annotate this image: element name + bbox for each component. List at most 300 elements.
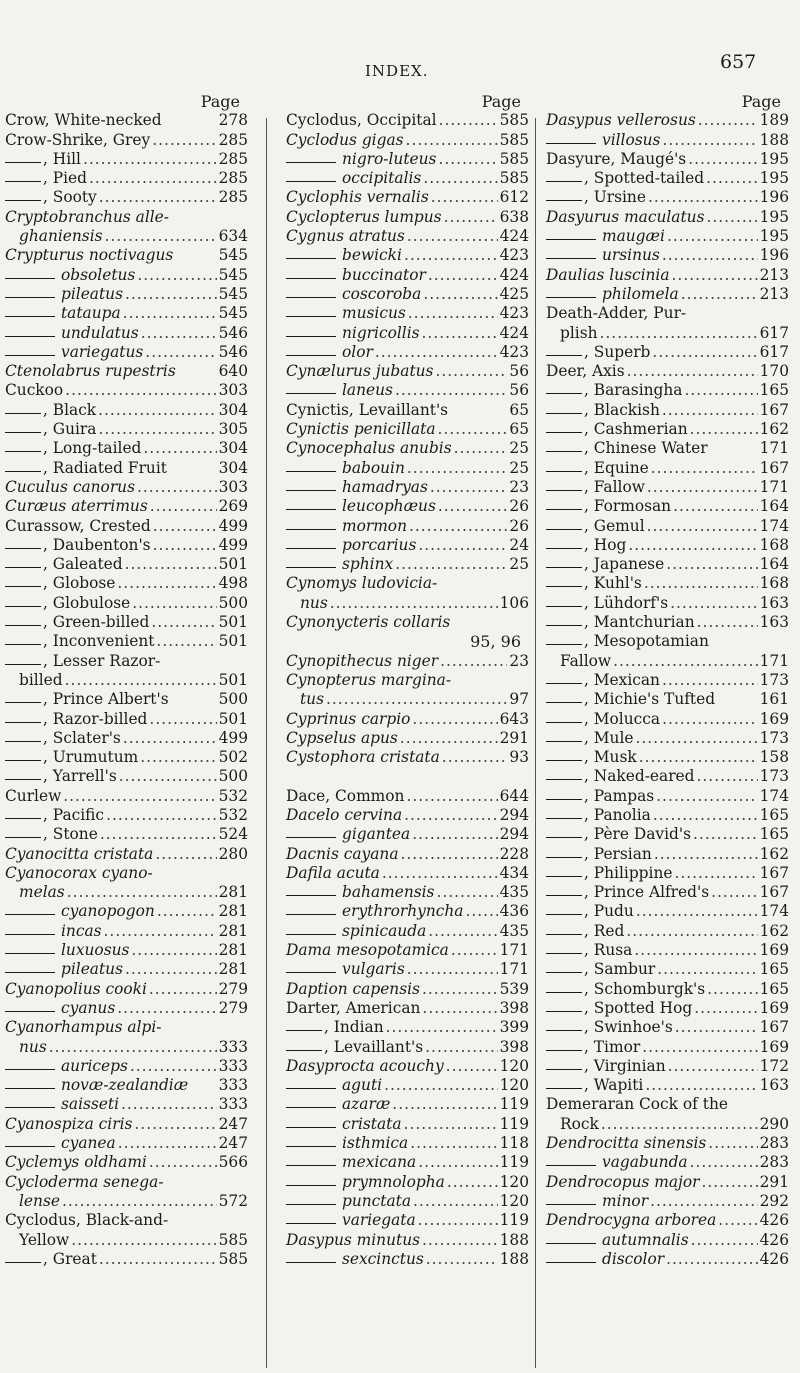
dot-leader	[428, 922, 497, 941]
dot-leader	[628, 536, 757, 555]
index-entry	[5, 401, 248, 420]
ditto-dash	[5, 625, 41, 626]
dot-leader	[407, 459, 508, 478]
heading-label: Page	[200, 92, 240, 111]
index-entry	[5, 150, 248, 169]
index-entry	[286, 478, 529, 497]
ditto-dash	[546, 837, 582, 838]
page-ref: 164	[759, 497, 789, 516]
entry-term: nigro-luteus	[342, 149, 437, 168]
entry-term: , Black	[43, 400, 97, 419]
page-ref: 585	[218, 1230, 248, 1249]
entry-term: , Globose	[43, 574, 116, 593]
page-ref: 585	[499, 111, 529, 130]
ditto-dash	[5, 664, 41, 665]
page-ref: 290	[759, 1114, 789, 1133]
page-ref: 426	[759, 1249, 789, 1268]
dot-leader	[644, 574, 758, 593]
index-entry	[5, 574, 248, 593]
dot-leader	[155, 845, 216, 864]
dot-leader	[690, 1153, 758, 1172]
entry-term: Dasyprocta acouchy	[286, 1056, 444, 1075]
ditto-dash	[5, 1011, 55, 1012]
index-entry	[546, 1076, 789, 1095]
index-entry	[546, 111, 789, 130]
page-ref: 119	[499, 1095, 529, 1114]
page-ref: 634	[218, 227, 248, 246]
page-ref: 171	[499, 941, 529, 960]
dot-leader	[647, 478, 758, 497]
dot-leader	[654, 845, 758, 864]
index-entry	[546, 1250, 789, 1269]
index-entry	[286, 401, 529, 420]
index-entry	[546, 1211, 789, 1230]
ditto-dash	[546, 992, 582, 993]
index-entry	[286, 1231, 529, 1250]
index-entry	[286, 1192, 529, 1211]
ditto-dash	[286, 278, 336, 279]
page-ref: 195	[759, 169, 789, 188]
entry-term: Daption capensis	[286, 979, 420, 998]
entry-term: Cyanorhampus alpi-	[5, 1018, 162, 1037]
dot-leader	[636, 729, 758, 748]
entry-term: musicus	[342, 304, 406, 323]
entry-term: nigricollis	[342, 323, 420, 342]
page-ref: 644	[499, 786, 529, 805]
ditto-dash	[5, 953, 55, 954]
dot-leader	[117, 574, 216, 593]
entry-term: , Timor	[584, 1037, 641, 1056]
page-ref: 303	[218, 381, 248, 400]
entry-term: Cyclopterus lumpus	[286, 207, 442, 226]
ditto-dash	[5, 606, 41, 607]
index-entry	[286, 246, 529, 265]
ditto-dash	[5, 1107, 55, 1108]
page-ref: 434	[499, 863, 529, 882]
index-entry	[546, 941, 789, 960]
dot-leader	[674, 864, 757, 883]
entry-term: Fallow	[560, 651, 612, 670]
entry-term: , Japanese	[584, 555, 665, 574]
entry-term: , Lesser Razor-	[43, 651, 161, 670]
index-entry	[5, 960, 248, 979]
index-entry	[5, 246, 248, 265]
index-entry	[286, 285, 529, 304]
page-ref: 283	[759, 1134, 789, 1153]
entry-term: bewicki	[342, 246, 402, 265]
ditto-dash	[286, 934, 336, 935]
page-ref: 167	[759, 863, 789, 882]
entry-term: , Equine	[584, 458, 649, 477]
ditto-dash	[546, 1088, 582, 1089]
page-ref: 545	[218, 304, 248, 323]
index-entry	[546, 478, 789, 497]
column-divider	[535, 118, 536, 1368]
index-entry	[546, 459, 789, 478]
page-ref: 501	[218, 555, 248, 574]
index-entry	[5, 806, 248, 825]
page-ref: 281	[218, 883, 248, 902]
page-ref: 97	[509, 690, 529, 709]
entry-term: , Red	[584, 921, 625, 940]
dot-leader	[438, 150, 497, 169]
index-entry	[5, 729, 248, 748]
dot-leader	[123, 729, 217, 748]
page-ref: 167	[759, 458, 789, 477]
entry-term: olor	[342, 342, 373, 361]
page-ref: 213	[759, 284, 789, 303]
dot-leader	[662, 710, 758, 729]
index-entry	[546, 690, 789, 709]
entry-term: , Inconvenient	[43, 632, 155, 651]
ditto-dash	[286, 162, 336, 163]
ditto-dash	[546, 972, 582, 973]
entry-term: , Panolia	[584, 805, 651, 824]
page-ref: 188	[499, 1230, 529, 1249]
index-entry	[546, 652, 789, 671]
entry-term: azaræ	[342, 1095, 391, 1114]
index-entry	[5, 266, 248, 285]
entry-term: auriceps	[61, 1056, 128, 1075]
index-entry	[546, 362, 789, 381]
entry-term: Dasyure, Maugé's	[546, 149, 687, 168]
index-entry	[546, 1192, 789, 1211]
index-entry	[546, 883, 789, 902]
dot-leader	[675, 1018, 758, 1037]
page-ref: 294	[499, 805, 529, 824]
entry-term: coscoroba	[342, 284, 422, 303]
page-ref: 172	[759, 1056, 789, 1075]
index-entry	[5, 748, 248, 767]
index-entry	[5, 594, 248, 613]
page-ref: 499	[218, 516, 248, 535]
dot-leader	[105, 227, 217, 246]
dot-leader	[651, 459, 758, 478]
dot-leader	[627, 362, 758, 381]
page-ref: 26	[509, 516, 529, 535]
index-entry	[286, 150, 529, 169]
dot-leader	[410, 1134, 497, 1153]
dot-leader	[670, 594, 757, 613]
entry-term: Dendrocitta sinensis	[546, 1134, 707, 1153]
ditto-dash	[286, 1185, 336, 1186]
dot-leader	[422, 324, 498, 343]
page-ref: 167	[759, 883, 789, 902]
index-entry	[5, 883, 248, 902]
ditto-dash	[286, 393, 336, 394]
page-ref: 171	[759, 439, 789, 458]
index-entry	[286, 902, 529, 921]
entry-term: , Globulose	[43, 593, 131, 612]
entry-term: , Spotted-tailed	[584, 169, 705, 188]
dot-leader	[99, 188, 217, 207]
index-entry	[286, 1173, 529, 1192]
page-ref: 164	[759, 555, 789, 574]
ditto-dash	[546, 200, 582, 201]
index-entry	[286, 594, 529, 613]
page-ref: 281	[218, 960, 248, 979]
ditto-dash	[286, 355, 336, 356]
entry-term: Ctenolabrus rupestris	[5, 362, 176, 381]
ditto-dash	[546, 393, 582, 394]
page-ref: 498	[218, 574, 248, 593]
ditto-dash	[286, 509, 336, 510]
index-entry	[546, 1057, 789, 1076]
index-entry	[286, 1057, 529, 1076]
index-column-2	[286, 92, 529, 1269]
entry-term: , Mesopotamian	[584, 632, 709, 651]
index-entry	[5, 208, 248, 227]
entry-term: Darter, American	[286, 998, 421, 1017]
dot-leader	[401, 845, 498, 864]
dot-leader	[662, 401, 758, 420]
index-entry	[5, 1231, 248, 1250]
entry-term: , Mantchurian	[584, 613, 695, 632]
page-number: 657	[720, 51, 757, 73]
entry-term: Dafila acuta	[286, 863, 380, 882]
entry-term: Cynomys ludovicia-	[286, 574, 438, 593]
index-entry	[286, 787, 529, 806]
dot-leader	[650, 1192, 758, 1211]
ditto-dash	[286, 567, 336, 568]
dot-leader	[707, 980, 757, 999]
index-entry	[546, 1153, 789, 1172]
page-ref: 120	[499, 1076, 529, 1095]
dot-leader	[697, 767, 758, 786]
dot-leader	[706, 208, 757, 227]
page-ref: 585	[499, 149, 529, 168]
index-entry	[286, 188, 529, 207]
page-ref: 424	[499, 265, 529, 284]
index-entry	[286, 574, 529, 593]
page-ref: 173	[759, 767, 789, 786]
ditto-dash	[5, 934, 55, 935]
entry-term: Dendrocopus major	[546, 1172, 700, 1191]
entry-term: villosus	[602, 130, 661, 149]
dot-leader	[412, 710, 497, 729]
page-ref: 501	[218, 670, 248, 689]
ditto-dash	[546, 857, 582, 858]
entry-term: , Pacific	[43, 805, 105, 824]
dot-leader	[673, 497, 758, 516]
ditto-dash	[5, 451, 41, 452]
entry-term: Cynopterus margina-	[286, 670, 452, 689]
entry-term: , Kuhl's	[584, 574, 642, 593]
ditto-dash	[5, 316, 55, 317]
dot-leader	[662, 246, 758, 265]
index-entry	[286, 497, 529, 516]
running-title: INDEX.	[365, 62, 429, 80]
dot-leader	[156, 632, 216, 651]
dot-leader	[718, 1211, 757, 1230]
index-entry	[5, 941, 248, 960]
index-entry	[546, 439, 789, 458]
index-entry	[546, 710, 789, 729]
index-entry	[286, 652, 529, 671]
page-ref: 213	[759, 265, 789, 284]
index-entry	[5, 497, 248, 516]
page-ref: 269	[218, 497, 248, 516]
entry-term: melas	[19, 883, 65, 902]
page-ref: 25	[509, 439, 529, 458]
index-entry	[546, 806, 789, 825]
ditto-dash	[5, 644, 41, 645]
dot-leader	[153, 517, 217, 536]
dot-leader	[98, 420, 216, 439]
ditto-dash	[5, 702, 41, 703]
ditto-dash	[5, 586, 41, 587]
dot-leader	[130, 1057, 217, 1076]
index-entry	[5, 922, 248, 941]
dot-leader	[694, 999, 757, 1018]
entry-term: , Ursine	[584, 188, 646, 207]
dot-leader	[428, 266, 498, 285]
dot-leader	[426, 1250, 498, 1269]
entry-term: luxuosus	[61, 941, 130, 960]
page-ref: 283	[759, 1153, 789, 1172]
entry-term: ursinus	[602, 246, 660, 265]
ditto-dash	[286, 1030, 322, 1031]
page-ref: 572	[218, 1191, 248, 1210]
ditto-dash	[546, 1011, 582, 1012]
entry-term: discolor	[602, 1249, 665, 1268]
page-ref: 546	[218, 323, 248, 342]
page-ref-continuation	[286, 632, 529, 651]
dot-leader	[152, 131, 216, 150]
dot-leader	[143, 439, 216, 458]
ditto-dash	[546, 799, 582, 800]
ditto-dash	[5, 760, 41, 761]
index-entry	[5, 111, 248, 130]
page-ref: 532	[218, 786, 248, 805]
ditto-dash	[286, 490, 336, 491]
entry-term: , Razor-billed	[43, 709, 148, 728]
ditto-dash	[286, 316, 336, 317]
page-column-heading	[546, 92, 789, 111]
page-ref: 280	[218, 844, 248, 863]
dot-leader	[444, 208, 498, 227]
index-entry	[5, 710, 248, 729]
page-ref: 169	[759, 1037, 789, 1056]
index-entry	[5, 169, 248, 188]
dot-leader	[145, 343, 216, 362]
dot-leader	[688, 150, 757, 169]
entry-term: Cyanocorax cyano-	[5, 863, 153, 882]
index-entry	[286, 1018, 529, 1037]
page-ref: 188	[759, 130, 789, 149]
page-ref: 165	[759, 979, 789, 998]
index-entry	[546, 845, 789, 864]
ditto-dash	[546, 181, 582, 182]
ditto-dash	[286, 895, 336, 896]
ditto-dash	[286, 181, 336, 182]
ditto-dash	[546, 239, 596, 240]
ditto-dash	[5, 818, 41, 819]
dot-leader	[137, 478, 217, 497]
ditto-dash	[546, 258, 596, 259]
page-ref: 196	[759, 246, 789, 265]
page-ref: 165	[759, 960, 789, 979]
entry-term: Yellow	[19, 1230, 70, 1249]
index-entry	[546, 517, 789, 536]
ditto-dash	[546, 625, 582, 626]
page-ref: 196	[759, 188, 789, 207]
page-ref: 501	[218, 709, 248, 728]
entry-term: Curassow, Crested	[5, 516, 151, 535]
ditto-dash	[546, 509, 582, 510]
page-ref: 168	[759, 535, 789, 554]
dot-leader	[149, 980, 217, 999]
dot-leader	[422, 999, 497, 1018]
dot-leader	[149, 1153, 217, 1172]
index-entry	[286, 864, 529, 883]
dot-leader	[132, 594, 216, 613]
dot-leader	[465, 902, 497, 921]
page-ref: 424	[499, 323, 529, 342]
dot-leader	[134, 1115, 216, 1134]
index-entry	[546, 188, 789, 207]
index-entry	[286, 381, 529, 400]
page-ref: 174	[759, 516, 789, 535]
entry-term: , Persian	[584, 844, 652, 863]
ditto-dash	[546, 567, 582, 568]
section-gap	[286, 767, 529, 786]
ditto-dash	[286, 1050, 322, 1051]
dot-leader	[446, 1057, 498, 1076]
page-ref: 278	[218, 111, 248, 130]
page-ref: 585	[499, 169, 529, 188]
ditto-dash	[546, 1165, 596, 1166]
page-ref: 585	[499, 130, 529, 149]
index-entry	[286, 517, 529, 536]
index-entry	[286, 883, 529, 902]
dot-leader	[121, 1095, 217, 1114]
entry-term: porcarius	[342, 535, 417, 554]
ditto-dash	[286, 1165, 336, 1166]
dot-leader	[100, 825, 217, 844]
entry-term: sphinx	[342, 555, 394, 574]
page-ref: 643	[499, 709, 529, 728]
index-entry	[546, 1231, 789, 1250]
page-ref: 333	[218, 1076, 248, 1095]
entry-term: Curæus aterrimus	[5, 497, 148, 516]
entry-term: , Spotted Hog	[584, 998, 693, 1017]
dot-leader	[652, 343, 757, 362]
index-entry	[546, 304, 789, 323]
index-entry	[546, 246, 789, 265]
entry-term: , Cashmerian	[584, 420, 688, 439]
entry-term: Dasyurus maculatus	[546, 207, 705, 226]
page-ref: 174	[759, 902, 789, 921]
entry-term: punctata	[342, 1191, 412, 1210]
entry-term: Death-Adder, Pur-	[546, 304, 687, 323]
page-ref: 168	[759, 574, 789, 593]
ditto-dash	[5, 297, 55, 298]
dot-leader	[151, 613, 216, 632]
index-entry	[546, 381, 789, 400]
page-ref: 303	[218, 477, 248, 496]
index-entry	[546, 169, 789, 188]
index-entry	[546, 266, 789, 285]
entry-term: Cyclodus gigas	[286, 130, 404, 149]
index-entry	[286, 208, 529, 227]
entry-term: buccinator	[342, 265, 426, 284]
page-ref: 162	[759, 420, 789, 439]
dot-leader	[438, 420, 508, 439]
index-entry	[5, 304, 248, 323]
page-ref: 228	[499, 844, 529, 863]
page-ref: 539	[499, 979, 529, 998]
